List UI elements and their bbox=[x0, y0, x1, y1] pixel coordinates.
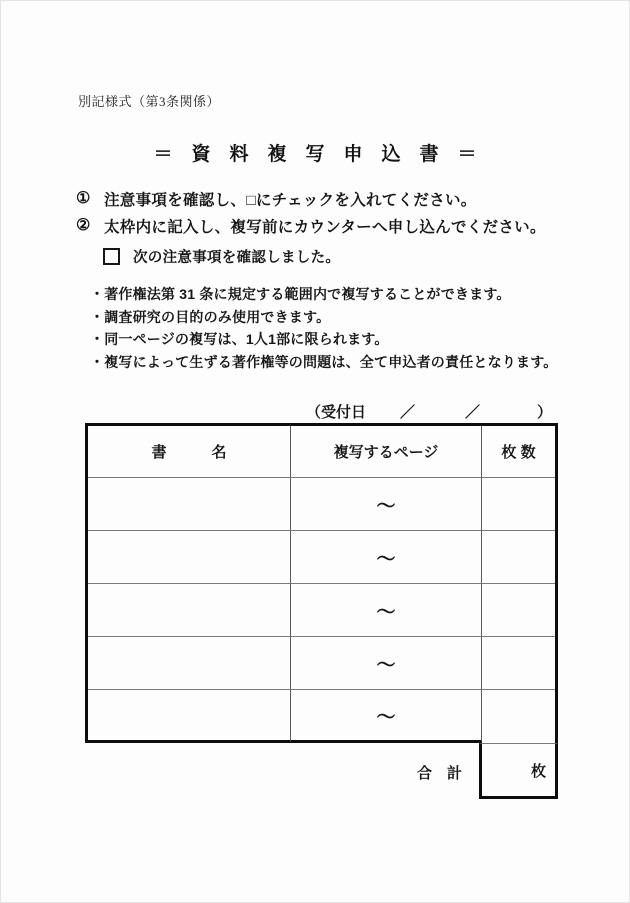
reception-date-slot-1[interactable] bbox=[360, 401, 396, 419]
pages-range-cell[interactable] bbox=[291, 584, 482, 637]
instruction-1 bbox=[76, 188, 477, 210]
range-tilde: ～ bbox=[376, 654, 396, 676]
note-applicant-responsibility: ・複写によって生ずる著作権等の問題は、全て申込者の責任となります。 bbox=[90, 353, 558, 370]
form-remark: 別記様式（第3条関係） bbox=[78, 94, 221, 109]
pages-range-cell[interactable] bbox=[291, 531, 482, 584]
reception-date-close-paren: ） bbox=[537, 404, 553, 421]
range-tilde: ～ bbox=[376, 706, 396, 728]
confirmation-checkbox[interactable] bbox=[103, 248, 120, 265]
notes-list bbox=[90, 283, 557, 373]
note-research-purpose: ・調査研究の目的のみ使用できます。 bbox=[90, 308, 331, 325]
reception-date-slot-2[interactable] bbox=[420, 401, 460, 419]
sheets-cell[interactable] bbox=[482, 690, 555, 743]
sheets-cell[interactable] bbox=[482, 584, 555, 637]
book-title-cell[interactable] bbox=[88, 478, 291, 531]
total-sheets-cell[interactable] bbox=[479, 743, 558, 799]
confirmation-label: 次の注意事項を確認しました。 bbox=[133, 250, 341, 266]
total-label: 合 計 bbox=[417, 765, 463, 782]
pages-range-cell[interactable] bbox=[291, 637, 482, 690]
column-header-book-title: 書 名 bbox=[88, 426, 291, 478]
book-title-cell[interactable] bbox=[88, 637, 291, 690]
book-title-cell[interactable] bbox=[88, 584, 291, 637]
copy-request-table bbox=[85, 423, 558, 743]
total-unit-label: 枚 bbox=[530, 762, 546, 780]
pages-range-cell[interactable] bbox=[291, 478, 482, 531]
instruction-1-text: 注意事項を確認し、□にチェックを入れてください。 bbox=[104, 192, 477, 209]
instruction-2-text: 太枠内に記入し、複写前にカウンターへ申し込んでください。 bbox=[104, 219, 546, 236]
instruction-2-number: ② bbox=[76, 217, 91, 234]
reception-date-slash-1: ／ bbox=[400, 404, 416, 421]
reception-date-line bbox=[0, 401, 630, 421]
book-title-cell[interactable] bbox=[88, 690, 291, 743]
column-header-pages: 複写するページ bbox=[291, 426, 482, 478]
range-tilde: ～ bbox=[376, 495, 396, 517]
instruction-1-number: ① bbox=[76, 190, 91, 207]
note-one-copy-limit: ・同一ページの複写は、1人1部に限られます。 bbox=[90, 331, 389, 348]
reception-date-slash-2: ／ bbox=[465, 404, 481, 421]
sheets-cell[interactable] bbox=[482, 531, 555, 584]
book-title-cell[interactable] bbox=[88, 531, 291, 584]
instruction-2 bbox=[76, 215, 546, 237]
note-copyright-law: ・著作権法第 31 条に規定する範囲内で複写することができます。 bbox=[90, 286, 511, 302]
form-title: ＝ 資 料 複 写 申 込 書 ＝ bbox=[153, 144, 477, 165]
reception-date-slot-3[interactable] bbox=[486, 401, 532, 419]
reception-date-label: （受付日 bbox=[306, 404, 367, 421]
sheets-cell[interactable] bbox=[482, 478, 555, 531]
pages-range-cell[interactable] bbox=[291, 690, 482, 743]
column-header-sheets: 枚 数 bbox=[482, 426, 555, 478]
range-tilde: ～ bbox=[376, 601, 396, 623]
sheets-cell[interactable] bbox=[482, 637, 555, 690]
confirmation-row bbox=[103, 246, 340, 267]
range-tilde: ～ bbox=[376, 548, 396, 570]
